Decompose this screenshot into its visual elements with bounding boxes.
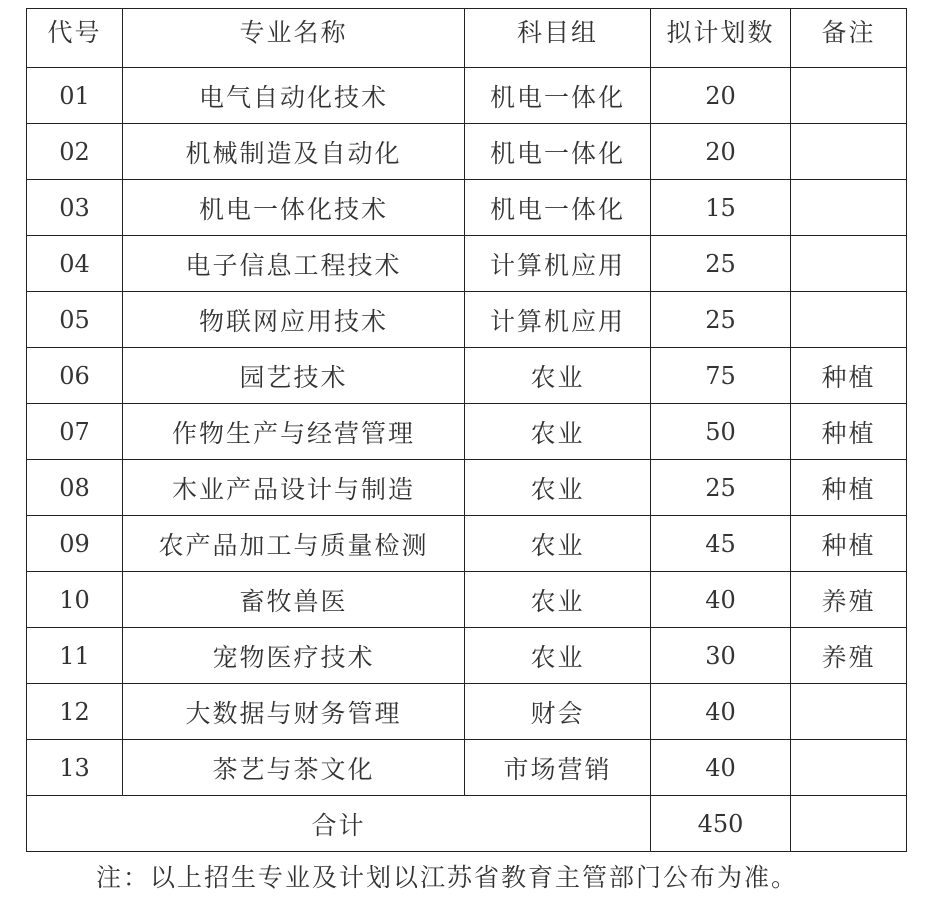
cell-plan-count: 20: [651, 68, 791, 124]
enrollment-plan-table: [26, 8, 907, 852]
table-row: [27, 572, 907, 628]
table-header: [27, 9, 907, 68]
table-row: [27, 684, 907, 740]
cell-code: 04: [27, 236, 123, 292]
cell-code: 12: [27, 684, 123, 740]
cell-remark: 养殖: [791, 572, 907, 628]
cell-code: 06: [27, 348, 123, 404]
cell-remark: 养殖: [791, 628, 907, 684]
cell-plan-count: 25: [651, 236, 791, 292]
cell-subject-group: 机电一体化: [465, 180, 651, 236]
cell-code: 03: [27, 180, 123, 236]
cell-plan-count: 50: [651, 404, 791, 460]
cell-plan-count: 25: [651, 460, 791, 516]
header-plan-count: 拟计划数: [651, 9, 791, 68]
cell-remark: [791, 124, 907, 180]
table-row: [27, 124, 907, 180]
table-row: [27, 404, 907, 460]
cell-plan-count: 15: [651, 180, 791, 236]
cell-remark: [791, 684, 907, 740]
cell-major: 物联网应用技术: [123, 292, 465, 348]
cell-code: 05: [27, 292, 123, 348]
cell-plan-count: 40: [651, 684, 791, 740]
cell-major: 木业产品设计与制造: [123, 460, 465, 516]
header-code: 代号: [27, 9, 123, 68]
cell-code: 10: [27, 572, 123, 628]
cell-subject-group: 农业: [465, 460, 651, 516]
header-row: [27, 9, 907, 68]
table-body: [27, 68, 907, 796]
cell-plan-count: 45: [651, 516, 791, 572]
cell-plan-count: 25: [651, 292, 791, 348]
table-row: [27, 292, 907, 348]
cell-major: 电气自动化技术: [123, 68, 465, 124]
table-row: [27, 68, 907, 124]
cell-major: 大数据与财务管理: [123, 684, 465, 740]
cell-major: 机械制造及自动化: [123, 124, 465, 180]
total-note: [791, 796, 907, 852]
cell-code: 01: [27, 68, 123, 124]
cell-major: 宠物医疗技术: [123, 628, 465, 684]
cell-remark: [791, 180, 907, 236]
cell-subject-group: 机电一体化: [465, 124, 651, 180]
cell-major: 电子信息工程技术: [123, 236, 465, 292]
cell-remark: [791, 292, 907, 348]
table-footer: [27, 796, 907, 852]
cell-plan-count: 40: [651, 572, 791, 628]
cell-code: 07: [27, 404, 123, 460]
cell-code: 08: [27, 460, 123, 516]
cell-subject-group: 农业: [465, 572, 651, 628]
cell-major: 园艺技术: [123, 348, 465, 404]
cell-plan-count: 40: [651, 740, 791, 796]
cell-code: 13: [27, 740, 123, 796]
table-row: [27, 740, 907, 796]
cell-remark: 种植: [791, 460, 907, 516]
table-row: [27, 460, 907, 516]
total-row: [27, 796, 907, 852]
cell-remark: [791, 236, 907, 292]
cell-remark: [791, 740, 907, 796]
table-row: [27, 516, 907, 572]
cell-remark: 种植: [791, 348, 907, 404]
cell-major: 作物生产与经营管理: [123, 404, 465, 460]
cell-remark: 种植: [791, 516, 907, 572]
cell-subject-group: 计算机应用: [465, 292, 651, 348]
cell-subject-group: 农业: [465, 516, 651, 572]
cell-plan-count: 20: [651, 124, 791, 180]
cell-subject-group: 计算机应用: [465, 236, 651, 292]
cell-remark: 种植: [791, 404, 907, 460]
header-remark: 备注: [791, 9, 907, 68]
cell-subject-group: 农业: [465, 348, 651, 404]
cell-major: 机电一体化技术: [123, 180, 465, 236]
total-label: 合计: [27, 796, 651, 852]
cell-subject-group: 农业: [465, 404, 651, 460]
table-row: [27, 348, 907, 404]
cell-subject-group: 机电一体化: [465, 68, 651, 124]
cell-code: 02: [27, 124, 123, 180]
cell-major: 畜牧兽医: [123, 572, 465, 628]
cell-subject-group: 市场营销: [465, 740, 651, 796]
table-row: [27, 628, 907, 684]
cell-subject-group: 财会: [465, 684, 651, 740]
cell-remark: [791, 68, 907, 124]
footnote: 注：以上招生专业及计划以江苏省教育主管部门公布为准。: [96, 863, 799, 892]
table-row: [27, 236, 907, 292]
header-subject-group: 科目组: [465, 9, 651, 68]
cell-code: 11: [27, 628, 123, 684]
cell-code: 09: [27, 516, 123, 572]
total-plan: 450: [651, 796, 791, 852]
cell-plan-count: 75: [651, 348, 791, 404]
cell-major: 农产品加工与质量检测: [123, 516, 465, 572]
cell-subject-group: 农业: [465, 628, 651, 684]
table-row: [27, 180, 907, 236]
header-major: 专业名称: [123, 9, 465, 68]
cell-plan-count: 30: [651, 628, 791, 684]
cell-major: 茶艺与茶文化: [123, 740, 465, 796]
